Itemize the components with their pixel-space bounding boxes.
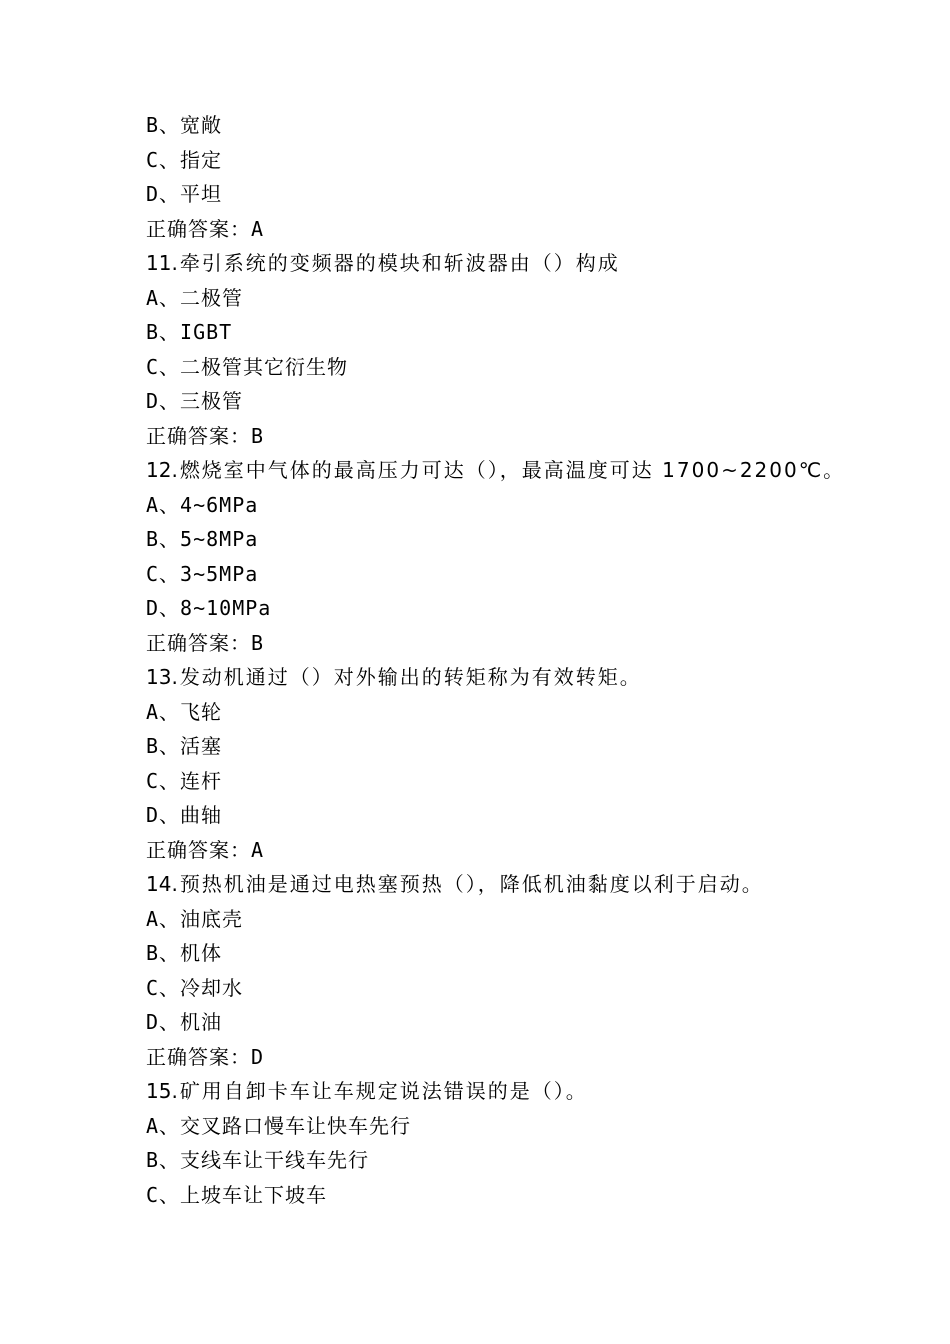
- question-number: 15.: [146, 1079, 178, 1103]
- question-line: [146, 660, 950, 695]
- option-line: A、4~6MPa: [146, 492, 259, 517]
- question-number: 11.: [146, 251, 178, 275]
- option-line: B、IGBT: [146, 320, 233, 344]
- answer-line: 正确答案：A: [146, 837, 265, 862]
- option-line: A、飞轮: [146, 699, 223, 724]
- option-line: C、冷却水: [146, 975, 244, 1000]
- option-line: D、8~10MPa: [146, 596, 272, 620]
- option-line: A、二极管: [146, 285, 244, 310]
- option-line: C、二极管其它衍生物: [146, 354, 349, 379]
- question-text: 牵引系统的变频器的模块和斩波器由（）构成: [179, 251, 620, 275]
- option-line: D、三极管: [146, 389, 244, 413]
- question-number: 12.: [146, 458, 178, 482]
- question-number: 14.: [146, 872, 178, 896]
- question-line: [146, 867, 950, 902]
- option-line: D、曲轴: [146, 803, 223, 827]
- answer-line: 正确答案：A: [146, 216, 265, 241]
- question-text: 燃烧室中气体的最高压力可达（），最高温度可达 1700~2200℃。: [179, 458, 846, 482]
- answer-line: 正确答案：D: [146, 1044, 265, 1069]
- question-text: 矿用自卸卡车让车规定说法错误的是（）。: [179, 1079, 588, 1103]
- question-line: [146, 453, 950, 488]
- option-line: D、机油: [146, 1010, 223, 1034]
- option-line: C、上坡车让下坡车: [146, 1182, 328, 1207]
- option-line: C、连杆: [146, 768, 223, 793]
- option-line: C、指定: [146, 147, 223, 172]
- question-line: [146, 246, 950, 281]
- answer-line: 正确答案：B: [146, 630, 265, 655]
- option-line: B、活塞: [146, 734, 223, 758]
- question-text: 发动机通过（）对外输出的转矩称为有效转矩。: [179, 665, 642, 689]
- question-text: 预热机油是通过电热塞预热（），降低机油黏度以利于启动。: [179, 872, 764, 896]
- option-line: A、交叉路口慢车让快车先行: [146, 1113, 412, 1138]
- answer-line: 正确答案：B: [146, 423, 265, 448]
- option-line: B、5~8MPa: [146, 527, 259, 551]
- question-number: 13.: [146, 665, 178, 689]
- option-line: A、油底壳: [146, 906, 244, 931]
- option-line: C、3~5MPa: [146, 561, 259, 586]
- question-line: [146, 1074, 950, 1109]
- option-line: B、宽敞: [146, 113, 223, 137]
- option-line: B、机体: [146, 941, 223, 965]
- option-line: D、平坦: [146, 182, 223, 206]
- option-line: B、支线车让干线车先行: [146, 1148, 370, 1172]
